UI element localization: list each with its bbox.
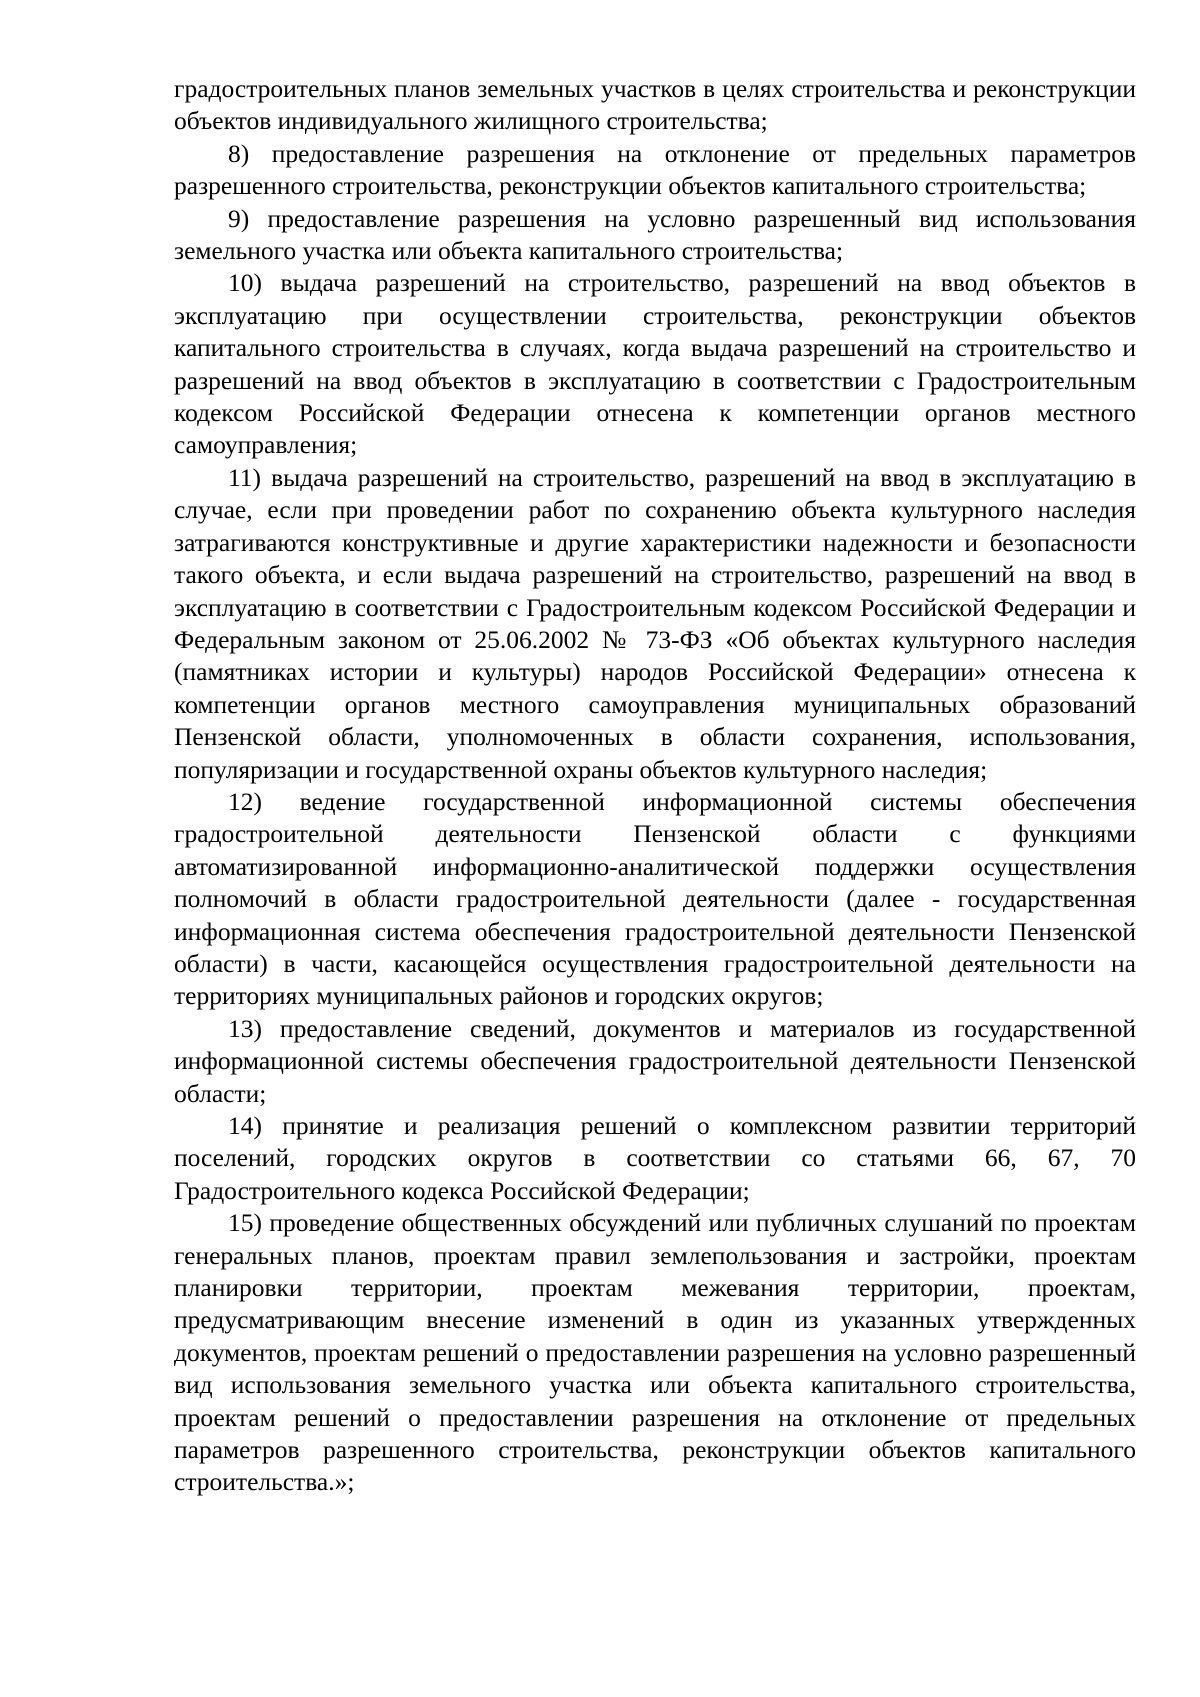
- paragraph-item-15: 15) проведение общественных обсуждений или публичных слушаний по проектам генеральных планов, проектам правил землепользования и застройки, проектам планировки территории, проектам межевания территории, проектам, предусматривающим внесение изменений в один из указанных утвержденных документов, проектам решений о предоставлении разрешения на условно разрешенный вид использования земельного участка или объекта капитального строительства, проектам решений о предоставлении разрешения на отклонение от предельных параметров разрешенного строительства, реконструкции объектов капитального строительства.»;: [174, 1208, 1136, 1497]
- paragraph-item-13: 13) предоставление сведений, документов и материалов из государственной информационной системы обеспечения градостроительной деятельности Пензенской области;: [174, 1013, 1136, 1108]
- paragraph-item-10: 10) выдача разрешений на строительство, разрешений на ввод объектов в эксплуатацию при осуществлении строительства, реконструкции объектов капитального строительства в случаях, когда выдача разрешений на строительство и разрешений на ввод объектов в эксплуатацию в соответствии с Градостроительным кодексом Российской Федерации отнесена к компетенции органов местного самоуправления;: [174, 268, 1136, 460]
- paragraph-continuation: градостроительных планов земельных участков в целях строительства и реконструкции объектов индивидуального жилищного строительства;: [174, 74, 1136, 136]
- paragraph-item-8: 8) предоставление разрешения на отклонение от предельных параметров разрешенного строительства, реконструкции объектов капитального строительства;: [174, 138, 1136, 201]
- paragraph-item-14: 14) принятие и реализация решений о комплексном развитии территорий поселений, городских округов в соответствии со статьями 66, 67, 70 Градостроительного кодекса Российской Федерации;: [174, 1111, 1136, 1205]
- paragraph-item-11: 11) выдача разрешений на строительство, разрешений на ввод в эксплуатацию в случае, если при проведении работ по сохранению объекта культурного наследия затрагиваются конструктивные и другие характеристики надежности и безопасности такого объекта, и если выдача разрешений на строительство, разрешений на ввод в эксплуатацию в соответствии с Градостроительным кодексом Российской Федерации и Федеральным законом от 25.06.2002 № 73-ФЗ «Об объектах культурного наследия (памятниках истории и культуры) народов Российской Федерации» отнесена к компетенции органов местного самоуправления муниципальных образований Пензенской области, уполномоченных в области сохранения, использования, популяризации и государственной охраны объектов культурного наследия;: [174, 462, 1136, 784]
- paragraph-item-9: 9) предоставление разрешения на условно разрешенный вид использования земельного участка или объекта капитального строительства;: [174, 203, 1136, 266]
- paragraph-item-12: 12) ведение государственной информационной системы обеспечения градостроительной деятельности Пензенской области с функциями автоматизированной информационно-аналитической поддержки осуществления полномочий в области градостроительной деятельности (далее - государственная информационная система обеспечения градостроительной деятельности Пензенской области) в части, касающейся осуществления градостроительной деятельности на территориях муниципальных районов и городских округов;: [174, 786, 1136, 1011]
- document-page: [174, 73, 1136, 1499]
